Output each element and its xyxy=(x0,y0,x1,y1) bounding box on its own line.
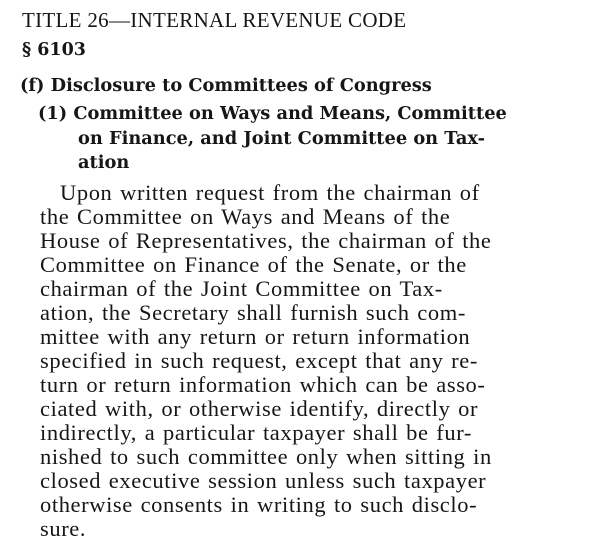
body-line-4: Committee on Finance of the Senate, or the xyxy=(40,252,467,277)
body-line-3: House of Representatives, the chairman of the xyxy=(40,228,492,253)
section-number: § 6103 xyxy=(22,40,86,60)
body-line-5: chairman of the Joint Committee on Tax- xyxy=(40,276,443,301)
paragraph-heading-line-3: ation xyxy=(78,152,130,173)
body-line-9: turn or return information which can be asso- xyxy=(40,372,486,397)
body-line-8: specified in such request, except that any re- xyxy=(40,348,478,373)
body-line-14: otherwise consents in writing to such disclo- xyxy=(40,492,478,517)
body-line-7: mittee with any return or return information xyxy=(40,324,471,349)
body-line-11: indirectly, a particular taxpayer shall be fur- xyxy=(40,420,472,445)
paragraph-heading-line-2: on Finance, and Joint Committee on Tax- xyxy=(78,128,486,149)
body-line-2: the Committee on Ways and Means of the xyxy=(40,204,451,229)
body-line-1: Upon written request from the chairman of xyxy=(60,180,480,205)
body-line-10: ciated with, or otherwise identify, directly or xyxy=(40,396,479,421)
body-line-6: ation, the Secretary shall furnish such com- xyxy=(40,300,466,325)
subsection-heading: (f) Disclosure to Committees of Congress xyxy=(20,75,432,96)
body-line-12: nished to such committee only when sitting in xyxy=(40,444,492,469)
title-heading: TITLE 26—INTERNAL REVENUE CODE xyxy=(22,8,407,32)
body-line-15: sure. xyxy=(40,516,87,541)
paragraph-heading-line-1: (1) Committee on Ways and Means, Committee xyxy=(38,103,507,124)
body-line-13: closed executive session unless such taxpayer xyxy=(40,468,487,493)
